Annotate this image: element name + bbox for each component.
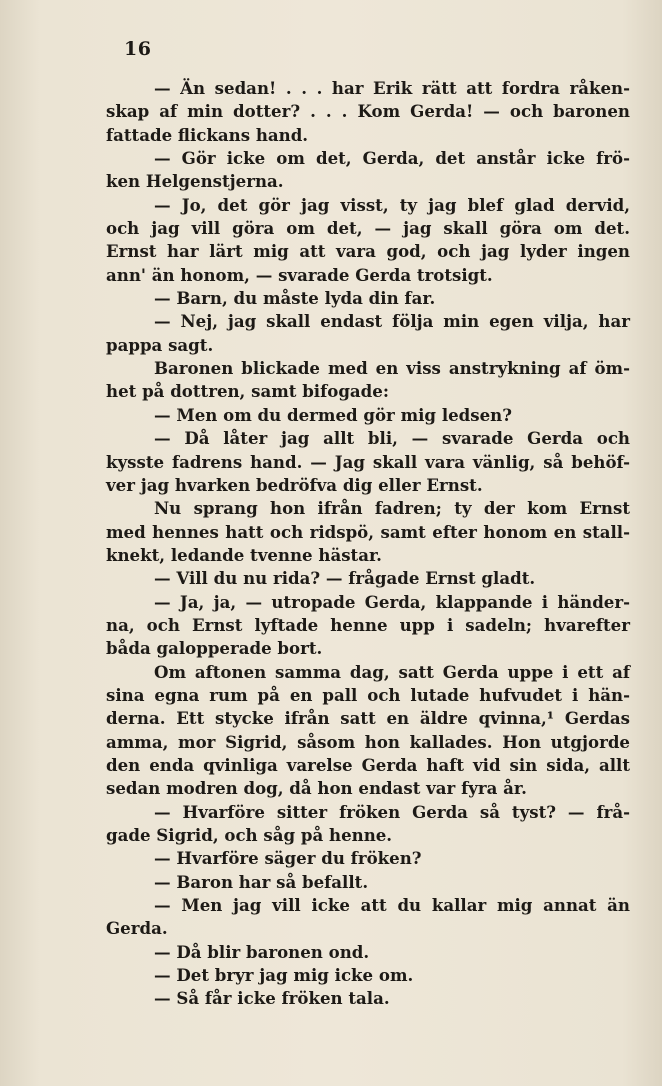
text-line: — Jo, det gör jag visst, ty jag blef glad dervid, xyxy=(154,194,630,215)
text-line: — Baron har så befallt. xyxy=(154,871,369,892)
text-line: ver jag hvarken bedröfva dig eller Ernst. xyxy=(106,474,483,495)
text-line: fattade flickans hand. xyxy=(106,124,309,145)
text-line: het på dottren, samt bifogade: xyxy=(106,381,389,402)
text-line: amma, mor Sigrid, såsom hon kallades. Hon utgjorde xyxy=(106,731,630,752)
text-line: Baronen blickade med en viss anstrykning af öm- xyxy=(154,358,630,379)
text-line: — Men jag vill icke att du kallar mig annat än xyxy=(154,895,630,916)
text-line: — Nej, jag skall endast följa min egen vilja, har xyxy=(154,311,630,332)
text-line: den enda qvinliga varelse Gerda haft vid sin sida, allt xyxy=(106,754,630,775)
body-text xyxy=(106,77,630,1011)
text-line: — Det bryr jag mig icke om. xyxy=(154,965,414,986)
text-line: båda galopperade bort. xyxy=(106,638,323,659)
text-line: och jag vill göra om det, — jag skall göra om det. xyxy=(106,218,630,239)
text-line: — Hvarföre sitter fröken Gerda så tyst? — frå- xyxy=(154,801,630,822)
text-line: — Barn, du måste lyda din far. xyxy=(154,288,436,309)
text-line: — Då låter jag allt bli, — svarade Gerda och xyxy=(154,428,630,449)
text-line: sedan modren dog, då hon endast var fyra år. xyxy=(106,778,527,799)
text-line: — Gör icke om det, Gerda, det anstår icke frö- xyxy=(154,148,630,169)
text-line: Nu sprang hon ifrån fadren; ty der kom Ernst xyxy=(154,498,630,519)
text-line: skap af min dotter? . . . Kom Gerda! — och baronen xyxy=(106,101,630,122)
text-line: ken Helgenstjerna. xyxy=(106,171,284,192)
text-line: — Men om du dermed gör mig ledsen? xyxy=(154,404,512,425)
text-line: — Än sedan! . . . har Erik rätt att fordra råken- xyxy=(154,78,630,98)
text-line: — Vill du nu rida? — frågade Ernst gladt. xyxy=(154,568,536,589)
text-line: sina egna rum på en pall och lutade hufvudet i hän- xyxy=(106,684,630,705)
page-number: 16 xyxy=(124,38,152,60)
text-line: gade Sigrid, och såg på henne. xyxy=(106,825,393,845)
text-line: med hennes hatt och ridspö, samt efter honom en stall- xyxy=(106,521,630,542)
text-line: kysste fadrens hand. — Jag skall vara vänlig, så behöf- xyxy=(106,451,630,472)
text-line: knekt, ledande tvenne hästar. xyxy=(106,544,382,565)
text-line: — Hvarföre säger du fröken? xyxy=(154,848,422,869)
text-line: derna. Ett stycke ifrån satt en äldre qvinna,¹ Gerdas xyxy=(106,708,630,729)
text-line: — Ja, ja, — utropade Gerda, klappande i händer- xyxy=(154,591,630,612)
text-line: — Då blir baronen ond. xyxy=(154,941,370,962)
text-line: Ernst har lärt mig att vara god, och jag lyder ingen xyxy=(106,241,630,262)
text-line: ann' än honom, — svarade Gerda trotsigt. xyxy=(106,264,493,285)
text-line: — Så får icke fröken tala. xyxy=(154,988,390,1009)
text-line: Gerda. xyxy=(106,918,168,939)
text-line: na, och Ernst lyftade henne upp i sadeln; hvarefter xyxy=(106,614,630,635)
text-line: Om aftonen samma dag, satt Gerda uppe i ett af xyxy=(154,661,630,682)
text-line: pappa sagt. xyxy=(106,334,214,355)
